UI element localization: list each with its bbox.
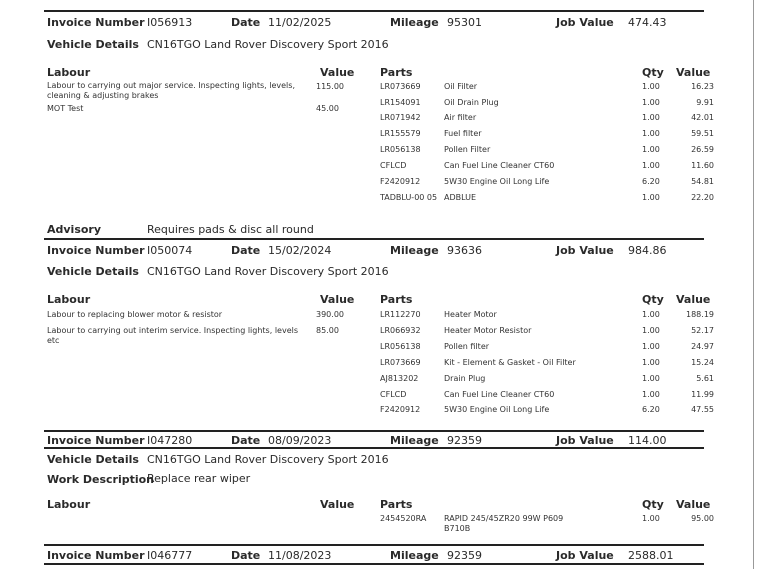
invoice-number-value: I047280: [147, 434, 193, 447]
part-value: 59.51: [691, 129, 714, 138]
part-qty: 6.20: [642, 177, 660, 186]
invoice-number-label: Invoice Number: [47, 434, 145, 447]
invoice-number-label: Invoice Number: [47, 549, 145, 562]
mileage-value: 93636: [447, 244, 482, 257]
qty-heading: Qty: [642, 293, 664, 306]
job-value-label: Job Value: [556, 434, 614, 447]
part-qty: 1.00: [642, 161, 660, 170]
part-qty: 1.00: [642, 342, 660, 351]
job-value-amount: 474.43: [628, 16, 667, 29]
part-qty: 1.00: [642, 374, 660, 383]
vehicle-details-value: CN16TGO Land Rover Discovery Sport 2016: [147, 265, 389, 278]
part-qty: 1.00: [642, 310, 660, 319]
mileage-label: Mileage: [390, 434, 439, 447]
invoice-3-top-rule: [44, 430, 704, 432]
mileage-label: Mileage: [390, 549, 439, 562]
labour-value-heading: Value: [320, 66, 355, 79]
part-desc: RAPID 245/45ZR20 99W P609 B710B: [444, 514, 564, 533]
job-value-amount: 2588.01: [628, 549, 674, 562]
part-code: LR071942: [380, 113, 421, 122]
advisory-label: Advisory: [47, 223, 102, 236]
labour-heading: Labour: [47, 66, 91, 79]
part-code: LR112270: [380, 310, 421, 319]
part-code: TADBLU-00 05: [380, 193, 438, 202]
parts-value-heading: Value: [676, 66, 711, 79]
part-qty: 1.00: [642, 145, 660, 154]
invoice-number-value: I046777: [147, 549, 193, 562]
part-code: LR154091: [380, 98, 421, 107]
part-code: 2454520RA: [380, 514, 427, 523]
part-code: F2420912: [380, 405, 421, 414]
part-code: CFLCD: [380, 390, 407, 399]
part-desc: Heater Motor: [444, 310, 497, 319]
date-value: 08/09/2023: [268, 434, 332, 447]
invoice-2-top-rule: [44, 238, 704, 240]
vehicle-details-label: Vehicle Details: [47, 38, 139, 51]
part-qty: 1.00: [642, 113, 660, 122]
date-label: Date: [231, 434, 261, 447]
part-desc: Can Fuel Line Cleaner CT60: [444, 161, 555, 170]
part-desc: Drain Plug: [444, 374, 486, 383]
job-value-label: Job Value: [556, 549, 614, 562]
mileage-value: 92359: [447, 549, 482, 562]
job-value-label: Job Value: [556, 244, 614, 257]
invoice-4-top-rule: [44, 544, 704, 546]
vehicle-details-value: CN16TGO Land Rover Discovery Sport 2016: [147, 453, 389, 466]
part-value: 42.01: [691, 113, 714, 122]
part-desc: Air filter: [444, 113, 477, 122]
part-value: 52.17: [691, 326, 714, 335]
part-value: 15.24: [691, 358, 714, 367]
labour-line-value: 45.00: [316, 104, 339, 113]
part-code: LR056138: [380, 145, 421, 154]
qty-heading: Qty: [642, 66, 664, 79]
part-value: 9.91: [696, 98, 714, 107]
part-qty: 1.00: [642, 129, 660, 138]
part-code: F2420912: [380, 177, 421, 186]
date-label: Date: [231, 16, 261, 29]
invoice-number-value: I050074: [147, 244, 193, 257]
vehicle-details-label: Vehicle Details: [47, 453, 139, 466]
date-value: 15/02/2024: [268, 244, 332, 257]
date-label: Date: [231, 244, 261, 257]
part-qty: 1.00: [642, 358, 660, 367]
labour-line-desc: Labour to replacing blower motor & resistor: [47, 310, 223, 319]
part-desc: Heater Motor Resistor: [444, 326, 532, 335]
invoice-number-value: I056913: [147, 16, 193, 29]
vehicle-details-label: Vehicle Details: [47, 265, 139, 278]
part-qty: 1.00: [642, 193, 660, 202]
part-qty: 1.00: [642, 390, 660, 399]
part-value: 26.59: [691, 145, 714, 154]
part-code: AJ813202: [380, 374, 419, 383]
part-qty: 1.00: [642, 514, 660, 523]
mileage-label: Mileage: [390, 244, 439, 257]
part-value: 5.61: [696, 374, 714, 383]
vehicle-details-value: CN16TGO Land Rover Discovery Sport 2016: [147, 38, 389, 51]
part-code: LR155579: [380, 129, 421, 138]
part-desc: Kit - Element & Gasket - Oil Filter: [444, 358, 576, 367]
job-value-amount: 984.86: [628, 244, 667, 257]
parts-value-heading: Value: [676, 293, 711, 306]
labour-heading: Labour: [47, 293, 91, 306]
part-desc: Can Fuel Line Cleaner CT60: [444, 390, 555, 399]
part-desc: Fuel filter: [444, 129, 482, 138]
part-desc: ADBLUE: [444, 193, 477, 202]
part-desc: Pollen Filter: [444, 145, 491, 154]
qty-heading: Qty: [642, 498, 664, 511]
invoice-4-header-rule: [44, 563, 704, 565]
work-description-value: Replace rear wiper: [147, 472, 251, 485]
labour-heading: Labour: [47, 498, 91, 511]
job-value-amount: 114.00: [628, 434, 667, 447]
part-code: LR073669: [380, 358, 421, 367]
labour-line-value: 115.00: [316, 82, 344, 91]
date-value: 11/02/2025: [268, 16, 332, 29]
labour-line-value: 390.00: [316, 310, 344, 319]
mileage-label: Mileage: [390, 16, 439, 29]
labour-value-heading: Value: [320, 498, 355, 511]
part-code: LR073669: [380, 82, 421, 91]
part-desc: Oil Drain Plug: [444, 98, 499, 107]
part-qty: 6.20: [642, 405, 660, 414]
parts-heading: Parts: [380, 293, 413, 306]
part-value: 47.55: [691, 405, 714, 414]
labour-line-desc: MOT Test: [47, 104, 84, 113]
part-desc: 5W30 Engine Oil Long Life: [444, 177, 550, 186]
part-value: 188.19: [686, 310, 714, 319]
invoice-number-label: Invoice Number: [47, 244, 145, 257]
mileage-value: 95301: [447, 16, 482, 29]
part-code: LR066932: [380, 326, 421, 335]
job-value-label: Job Value: [556, 16, 614, 29]
part-desc: Oil Filter: [444, 82, 478, 91]
labour-line-value: 85.00: [316, 326, 339, 335]
part-value: 54.81: [691, 177, 714, 186]
labour-line-desc: Labour to carrying out interim service. Inspecting lights, levels etc: [47, 326, 299, 345]
part-qty: 1.00: [642, 326, 660, 335]
invoice-1-top-rule: [44, 10, 704, 12]
part-value: 11.60: [691, 161, 714, 170]
part-value: 24.97: [691, 342, 714, 351]
advisory-value: Requires pads & disc all round: [147, 223, 314, 236]
work-description-label: Work Description: [47, 473, 155, 486]
parts-heading: Parts: [380, 498, 413, 511]
labour-line-desc: Labour to carrying out major service. Inspecting lights, levels, cleaning & adjusting brakes: [47, 81, 295, 100]
part-value: 11.99: [691, 390, 714, 399]
part-code: LR056138: [380, 342, 421, 351]
part-value: 16.23: [691, 82, 714, 91]
part-value: 95.00: [691, 514, 714, 523]
invoice-3-header-rule: [44, 447, 704, 449]
part-desc: 5W30 Engine Oil Long Life: [444, 405, 550, 414]
parts-value-heading: Value: [676, 498, 711, 511]
parts-heading: Parts: [380, 66, 413, 79]
part-value: 22.20: [691, 193, 714, 202]
labour-value-heading: Value: [320, 293, 355, 306]
part-code: CFLCD: [380, 161, 407, 170]
page-edge-line: [753, 0, 754, 569]
part-desc: Pollen filter: [444, 342, 490, 351]
date-label: Date: [231, 549, 261, 562]
mileage-value: 92359: [447, 434, 482, 447]
date-value: 11/08/2023: [268, 549, 332, 562]
part-qty: 1.00: [642, 98, 660, 107]
invoice-number-label: Invoice Number: [47, 16, 145, 29]
part-qty: 1.00: [642, 82, 660, 91]
